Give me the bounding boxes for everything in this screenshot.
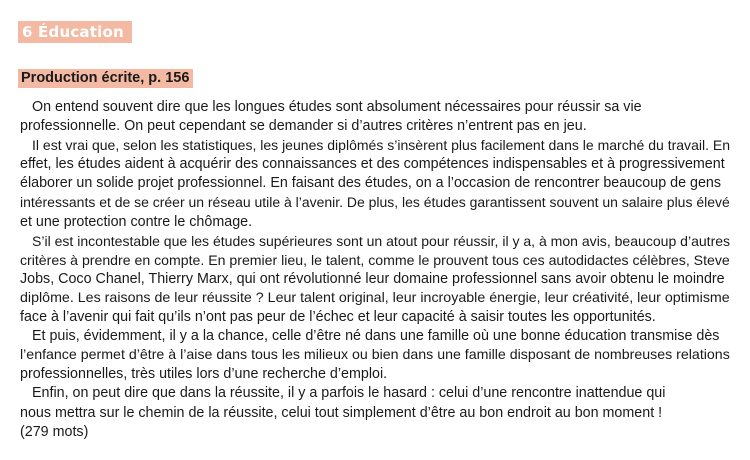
- word-count: (279 mots): [20, 423, 89, 440]
- essay-line: professionnelle. On peut cependant se demander si d’autres critères n’entrent pas en jeu.: [20, 118, 587, 135]
- essay-line: Enfin, on peut dire que dans la réussite, il y a parfois le hasard : celui d’une rencontre inattendue qui: [32, 385, 666, 402]
- essay-line: Et puis, évidemment, il y a la chance, celle d’être né dans une famille où une bonne éducation transmise dès: [32, 328, 720, 345]
- essay-line: nous mettra sur le chemin de la réussite, celui tout simplement d’être au bon endroit au bon moment !: [20, 404, 663, 421]
- essay-line: On entend souvent dire que les longues études sont absolument nécessaires pour réussir sa vie: [32, 99, 642, 115]
- essay-line: élaborer un solide projet professionnel. En faisant des études, on a l’occasion de rencontrer beaucoup de gens: [20, 175, 722, 192]
- essay-line: intéressants et de se créer un réseau utile à l’avenir. De plus, les études garantissent souvent un salaire plus élevé: [20, 194, 730, 211]
- essay-line: face à l’avenir qui fait qu’ils n’ont pas peur de l’échec et leur capacité à saisir toutes les opportunités.: [20, 309, 656, 326]
- chapter-title: 6 Éducation: [18, 21, 132, 43]
- essay-line: critères à prendre en compte. En premier lieu, le talent, comme le prouvent tous ces autodidactes célèbres, Steve: [20, 251, 730, 268]
- section-label: Production écrite, p. 156: [18, 69, 193, 88]
- essay-line: l’enfance permet d’être à l’aise dans tous les milieux ou bien dans une famille disposant de nombreuses relations: [20, 347, 730, 364]
- essay-line: et une protection contre le chômage.: [20, 213, 253, 230]
- essay-line: Jobs, Coco Chanel, Thierry Marx, qui ont révolutionné leur domaine professionnel sans avoir obtenu le moindre: [20, 270, 725, 287]
- essay-line: S’il est incontestable que les études supérieures sont un atout pour réussir, il y a, à mon avis, beaucoup d’autres: [32, 232, 731, 249]
- essay-body: [20, 98, 730, 442]
- essay-line: professionnelles, très utiles lors d’une recherche d’emploi.: [20, 366, 388, 383]
- essay-line: effet, les études aident à acquérir des connaissances et des compétences indispensables et à progressivement: [20, 156, 725, 173]
- essay-line: diplôme. Les raisons de leur réussite ? Leur talent original, leur incroyable énergie, leur créativité, leur optimisme: [20, 289, 730, 306]
- essay-line: Il est vrai que, selon les statistiques, les jeunes diplômés s’insèrent plus facilement dans le marché du travail. En: [32, 137, 731, 154]
